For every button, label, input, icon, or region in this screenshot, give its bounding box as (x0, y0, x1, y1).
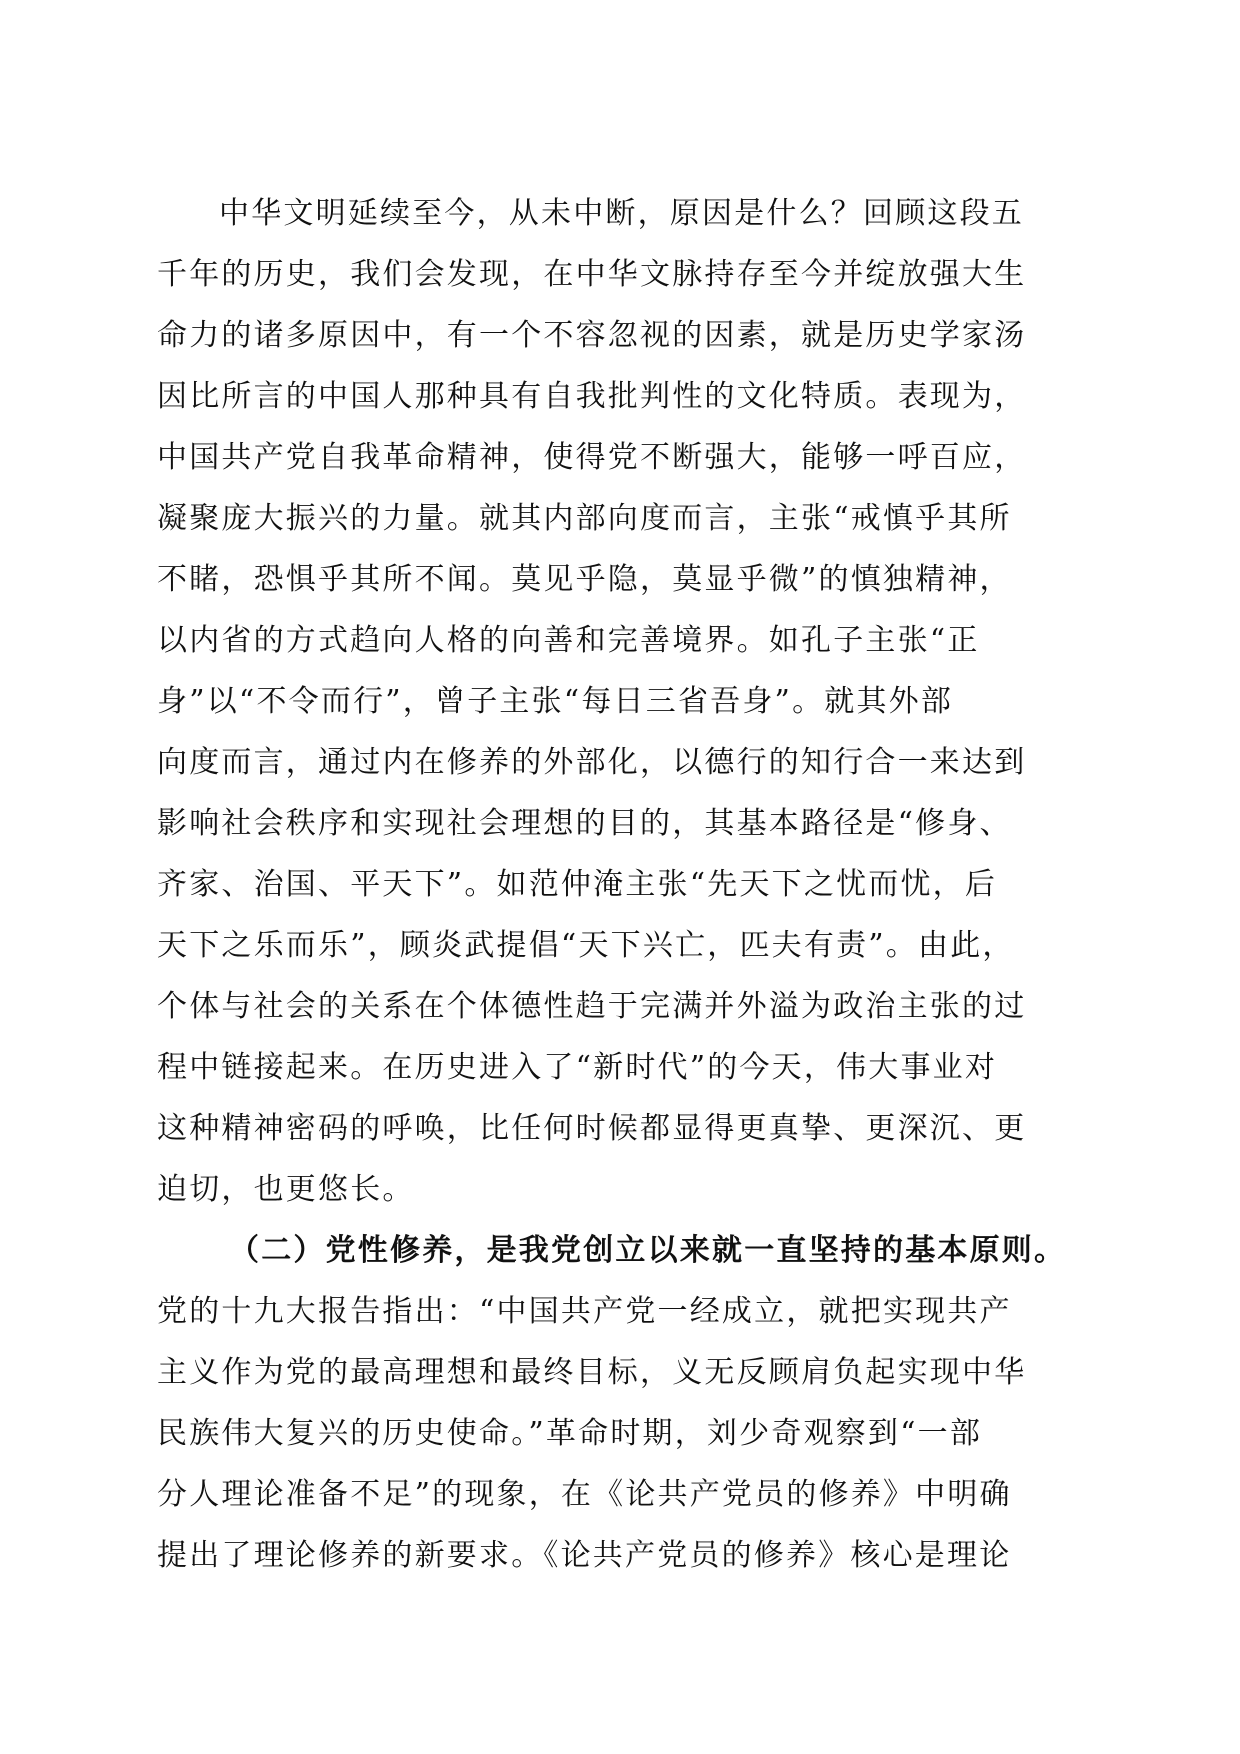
paragraph-1-first-line: 中华文明延续至今，从未中断，原因是什么？回顾这段五 (219, 196, 1024, 231)
text-line: 向度而言，通过内在修养的外部化，以德行的知行合一来达到 (157, 745, 1027, 780)
text-line: 主义作为党的最高理想和最终目标，义无反顾肩负起实现中华 (157, 1355, 1027, 1390)
section-heading: （二）党性修养，是我党创立以来就一直坚持的基本原则。 (229, 1233, 1067, 1268)
text-line: 个体与社会的关系在个体德性趋于完满并外溢为政治主张的过 (157, 989, 1027, 1024)
text-line: 民族伟大复兴的历史使命。”革命时期，刘少奇观察到“一部 (157, 1416, 983, 1451)
text-line: 不睹，恐惧乎其所不闻。莫见乎隐，莫显乎微”的慎独精神， (157, 562, 1012, 597)
text-line: 以内省的方式趋向人格的向善和完善境界。如孔子主张“正 (157, 623, 980, 658)
text-line: 凝聚庞大振兴的力量。就其内部向度而言，主张“戒慎乎其所 (157, 501, 1012, 536)
text-line: 影响社会秩序和实现社会理想的目的，其基本路径是“修身、 (157, 806, 1012, 841)
text-line: 天下之乐而乐”，顾炎武提倡“天下兴亡，匹夫有责”。由此， (157, 928, 1015, 963)
text-line: 千年的历史，我们会发现，在中华文脉持存至今并绽放强大生 (157, 257, 1027, 292)
text-line: 中国共产党自我革命精神，使得党不断强大，能够一呼百应， (157, 440, 1027, 475)
text-line: 党的十九大报告指出：“中国共产党一经成立，就把实现共产 (157, 1294, 1012, 1329)
text-line: 迫切，也更悠长。 (157, 1172, 415, 1207)
text-line: 命力的诸多原因中，有一个不容忽视的因素，就是历史学家汤 (157, 318, 1027, 353)
text-line: 因比所言的中国人那种具有自我批判性的文化特质。表现为， (157, 379, 1027, 414)
text-line: 提出了理论修养的新要求。《论共产党员的修养》核心是理论 (157, 1538, 1012, 1573)
text-line: 身”以“不令而行”，曾子主张“每日三省吾身”。就其外部 (157, 684, 954, 719)
text-line: 齐家、治国、平天下”。如范仲淹主张“先天下之忧而忧，后 (157, 867, 998, 902)
text-line: 程中链接起来。在历史进入了“新时代”的今天，伟大事业对 (157, 1050, 998, 1085)
text-line: 这种精神密码的呼唤，比任何时候都显得更真挚、更深沉、更 (157, 1111, 1027, 1146)
text-line: 分人理论准备不足”的现象，在《论共产党员的修养》中明确 (157, 1477, 1012, 1512)
document-body (157, 183, 1067, 1586)
